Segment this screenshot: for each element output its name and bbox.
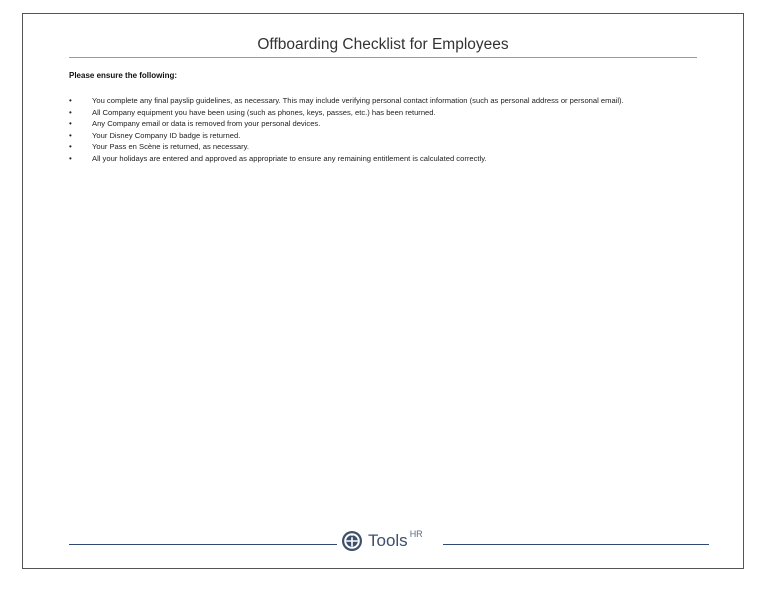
logo-text: Tools [368,531,408,550]
checklist-item [69,153,689,164]
footer-divider-left [69,544,337,545]
document-title: Offboarding Checklist for Employees [257,36,509,53]
checklist-item [69,118,689,129]
checklist-item [69,107,689,118]
checklist-item [69,130,689,141]
checklist-item-text: Your Pass en Scène is returned, as necessary. [92,142,250,151]
bullet-icon: • [69,142,72,151]
bullet-icon: • [69,153,72,163]
tools-hr-logo [341,530,423,552]
bullet-icon: • [69,130,72,140]
bullet-icon: • [69,119,72,128]
checklist-item-text: Your Disney Company ID badge is returned. [92,130,241,140]
document-page [22,13,744,569]
footer-divider-right [443,544,709,545]
title-divider [69,57,697,58]
logo-superscript: HR [409,529,423,539]
checklist-item-text: You complete any final payslip guidelines, as necessary. This may include verifying personal contact information (such as personal address or personal email). [92,96,624,105]
bullet-icon: • [69,107,72,117]
checklist-item [69,95,689,106]
checklist-item-text: All Company equipment you have been using (such as phones, keys, passes, etc.) has been returned. [92,107,436,117]
bullet-icon: • [69,96,72,105]
checklist-item-text: All your holidays are entered and approved as appropriate to ensure any remaining entitlement is calculated correctly. [92,153,487,163]
checklist-subheading: Please ensure the following: [69,71,178,80]
checklist-item [69,141,689,152]
disney-circle-logo-icon [341,530,363,552]
checklist [69,95,689,164]
checklist-item-text: Any Company email or data is removed from your personal devices. [92,119,321,128]
